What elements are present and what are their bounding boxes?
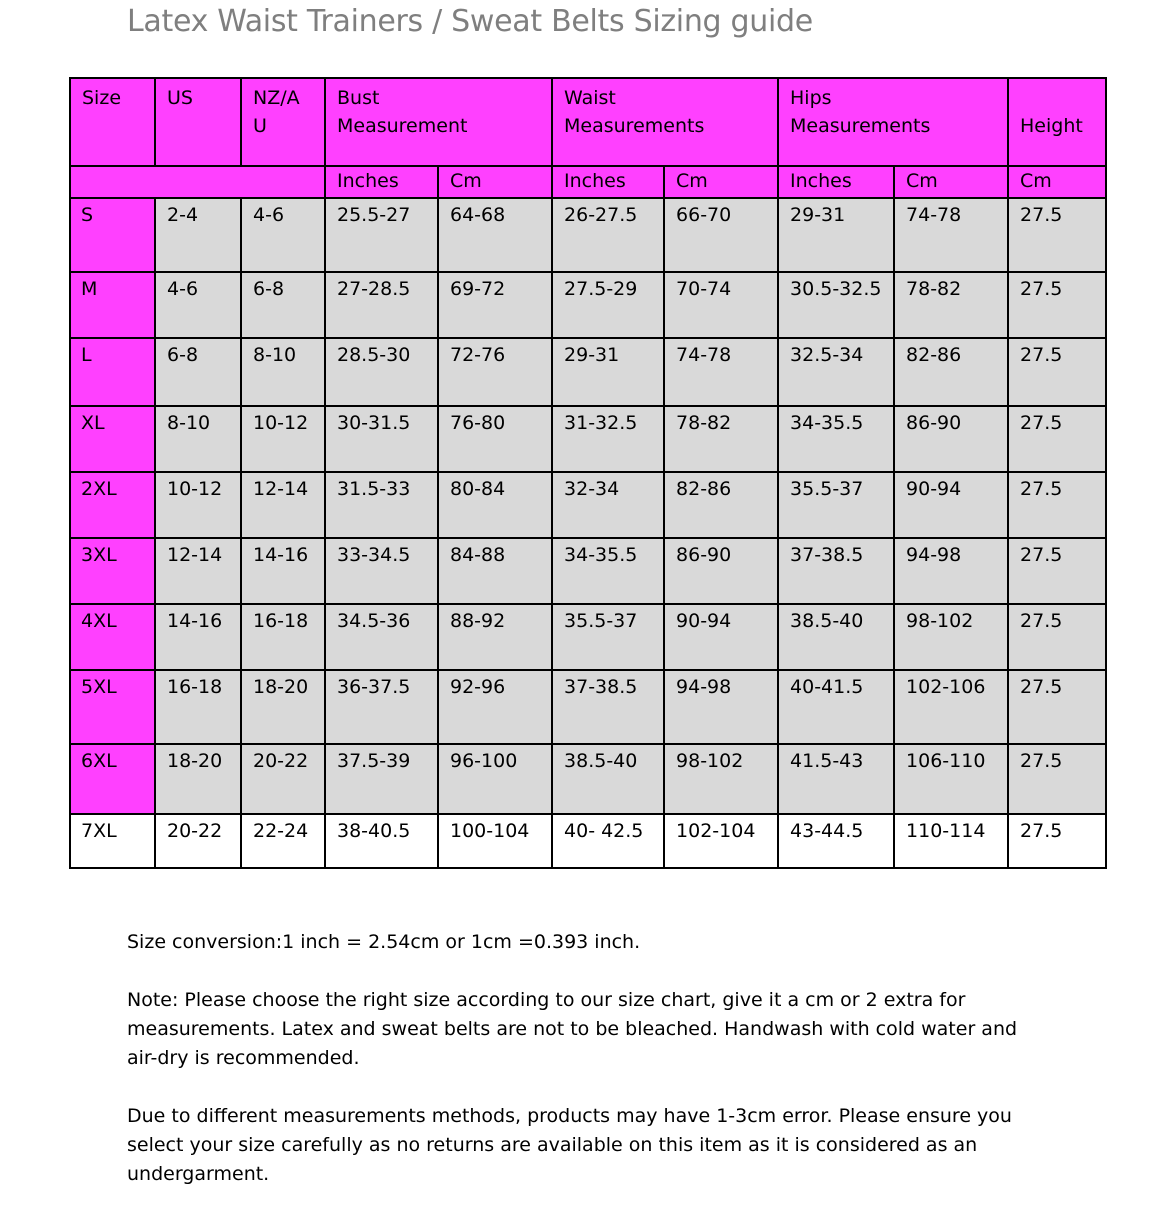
- cell-height: 27.5: [1008, 814, 1106, 868]
- cell-waist-cm: 86-90: [664, 538, 778, 604]
- cell-hips-cm: 74-78: [894, 198, 1008, 272]
- cell-us: 10-12: [155, 472, 241, 538]
- cell-hips-in: 40-41.5: [778, 670, 894, 744]
- cell-bust-cm: 80-84: [438, 472, 552, 538]
- cell-us: 16-18: [155, 670, 241, 744]
- cell-us: 6-8: [155, 338, 241, 406]
- cell-height: 27.5: [1008, 472, 1106, 538]
- cell-waist-cm: 102-104: [664, 814, 778, 868]
- size-cell: S: [70, 198, 155, 272]
- cell-us: 8-10: [155, 406, 241, 472]
- cell-bust-in: 25.5-27: [325, 198, 438, 272]
- cell-hips-cm: 110-114: [894, 814, 1008, 868]
- cell-us: 12-14: [155, 538, 241, 604]
- cell-waist-cm: 70-74: [664, 272, 778, 338]
- header-height: Height: [1008, 78, 1106, 166]
- cell-waist-cm: 74-78: [664, 338, 778, 406]
- error-disclaimer: Due to different measurements methods, products may have 1-3cm error. Please ensure you select your size carefully as no returns are available on this item as it is considered as an undergarment.: [127, 1105, 1012, 1185]
- subheader-bust-cm: Cm: [438, 166, 552, 198]
- cell-waist-in: 40- 42.5: [552, 814, 664, 868]
- cell-nzau: 16-18: [241, 604, 325, 670]
- table-row: [70, 472, 1106, 538]
- cell-hips-in: 30.5-32.5: [778, 272, 894, 338]
- cell-hips-cm: 106-110: [894, 744, 1008, 814]
- notes-section: [127, 928, 1037, 1218]
- cell-waist-in: 27.5-29: [552, 272, 664, 338]
- table-row: [70, 744, 1106, 814]
- size-cell: 6XL: [70, 744, 155, 814]
- cell-waist-cm: 66-70: [664, 198, 778, 272]
- cell-nzau: 18-20: [241, 670, 325, 744]
- cell-nzau: 20-22: [241, 744, 325, 814]
- cell-waist-cm: 98-102: [664, 744, 778, 814]
- cell-us: 20-22: [155, 814, 241, 868]
- cell-bust-in: 30-31.5: [325, 406, 438, 472]
- cell-bust-cm: 100-104: [438, 814, 552, 868]
- cell-waist-in: 34-35.5: [552, 538, 664, 604]
- cell-hips-cm: 102-106: [894, 670, 1008, 744]
- cell-hips-in: 34-35.5: [778, 406, 894, 472]
- cell-hips-in: 38.5-40: [778, 604, 894, 670]
- page-title: Latex Waist Trainers / Sweat Belts Sizing guide: [127, 4, 813, 39]
- subheader-bust-inches: Inches: [325, 166, 438, 198]
- subheader-blank: [70, 166, 325, 198]
- cell-hips-in: 29-31: [778, 198, 894, 272]
- cell-height: 27.5: [1008, 406, 1106, 472]
- size-cell: M: [70, 272, 155, 338]
- subheader-waist-inches: Inches: [552, 166, 664, 198]
- cell-nzau: 12-14: [241, 472, 325, 538]
- size-conversion-note: Size conversion:1 inch = 2.54cm or 1cm =0.393 inch.: [127, 931, 641, 953]
- header-size: Size: [70, 78, 155, 166]
- cell-hips-cm: 86-90: [894, 406, 1008, 472]
- cell-hips-in: 32.5-34: [778, 338, 894, 406]
- table-row: [70, 198, 1106, 272]
- cell-hips-cm: 94-98: [894, 538, 1008, 604]
- cell-nzau: 4-6: [241, 198, 325, 272]
- subheader-height-cm: Cm: [1008, 166, 1106, 198]
- cell-hips-cm: 82-86: [894, 338, 1008, 406]
- cell-waist-in: 35.5-37: [552, 604, 664, 670]
- care-note: Note: Please choose the right size according to our size chart, give it a cm or 2 extra for measurements. Latex and sweat belts are not to be bleached. Handwash with cold water and air-dry is recommended.: [127, 989, 1018, 1069]
- header-us: US: [155, 78, 241, 166]
- cell-bust-in: 27-28.5: [325, 272, 438, 338]
- size-cell: 7XL: [70, 814, 155, 868]
- cell-nzau: 14-16: [241, 538, 325, 604]
- table-header-row: [70, 78, 1106, 166]
- table-row: [70, 272, 1106, 338]
- cell-height: 27.5: [1008, 198, 1106, 272]
- table-row: [70, 538, 1106, 604]
- cell-bust-cm: 69-72: [438, 272, 552, 338]
- cell-bust-in: 34.5-36: [325, 604, 438, 670]
- header-bust: Bust Measurement: [325, 78, 552, 166]
- table-subheader-row: [70, 166, 1106, 198]
- cell-waist-in: 26-27.5: [552, 198, 664, 272]
- cell-hips-in: 43-44.5: [778, 814, 894, 868]
- table-row: [70, 406, 1106, 472]
- cell-bust-in: 37.5-39: [325, 744, 438, 814]
- cell-bust-in: 31.5-33: [325, 472, 438, 538]
- cell-nzau: 10-12: [241, 406, 325, 472]
- cell-waist-in: 32-34: [552, 472, 664, 538]
- cell-bust-cm: 92-96: [438, 670, 552, 744]
- cell-waist-cm: 82-86: [664, 472, 778, 538]
- cell-us: 2-4: [155, 198, 241, 272]
- cell-hips-in: 37-38.5: [778, 538, 894, 604]
- cell-us: 18-20: [155, 744, 241, 814]
- cell-waist-cm: 90-94: [664, 604, 778, 670]
- table-row: [70, 670, 1106, 744]
- cell-bust-cm: 88-92: [438, 604, 552, 670]
- size-cell: 3XL: [70, 538, 155, 604]
- cell-bust-in: 36-37.5: [325, 670, 438, 744]
- table-row: [70, 604, 1106, 670]
- cell-us: 4-6: [155, 272, 241, 338]
- cell-waist-in: 29-31: [552, 338, 664, 406]
- size-cell: XL: [70, 406, 155, 472]
- subheader-hips-cm: Cm: [894, 166, 1008, 198]
- subheader-waist-cm: Cm: [664, 166, 778, 198]
- cell-waist-in: 38.5-40: [552, 744, 664, 814]
- subheader-hips-inches: Inches: [778, 166, 894, 198]
- cell-bust-cm: 72-76: [438, 338, 552, 406]
- cell-waist-cm: 78-82: [664, 406, 778, 472]
- cell-height: 27.5: [1008, 744, 1106, 814]
- cell-bust-cm: 96-100: [438, 744, 552, 814]
- cell-nzau: 22-24: [241, 814, 325, 868]
- cell-hips-in: 35.5-37: [778, 472, 894, 538]
- cell-height: 27.5: [1008, 604, 1106, 670]
- cell-hips-cm: 98-102: [894, 604, 1008, 670]
- cell-hips-cm: 78-82: [894, 272, 1008, 338]
- table-row: [70, 338, 1106, 406]
- cell-height: 27.5: [1008, 538, 1106, 604]
- cell-height: 27.5: [1008, 338, 1106, 406]
- size-cell: 4XL: [70, 604, 155, 670]
- cell-nzau: 8-10: [241, 338, 325, 406]
- cell-hips-in: 41.5-43: [778, 744, 894, 814]
- cell-bust-cm: 76-80: [438, 406, 552, 472]
- size-chart-table: [69, 77, 1107, 869]
- cell-bust-in: 33-34.5: [325, 538, 438, 604]
- cell-height: 27.5: [1008, 670, 1106, 744]
- table-row: [70, 814, 1106, 868]
- cell-height: 27.5: [1008, 272, 1106, 338]
- cell-waist-in: 31-32.5: [552, 406, 664, 472]
- cell-bust-cm: 64-68: [438, 198, 552, 272]
- cell-bust-cm: 84-88: [438, 538, 552, 604]
- header-waist: Waist Measurements: [552, 78, 778, 166]
- size-cell: 2XL: [70, 472, 155, 538]
- cell-waist-in: 37-38.5: [552, 670, 664, 744]
- cell-hips-cm: 90-94: [894, 472, 1008, 538]
- cell-bust-in: 38-40.5: [325, 814, 438, 868]
- cell-waist-cm: 94-98: [664, 670, 778, 744]
- cell-bust-in: 28.5-30: [325, 338, 438, 406]
- header-hips: Hips Measurements: [778, 78, 1008, 166]
- size-cell: L: [70, 338, 155, 406]
- cell-nzau: 6-8: [241, 272, 325, 338]
- cell-us: 14-16: [155, 604, 241, 670]
- header-nzau: NZ/A U: [241, 78, 325, 166]
- size-cell: 5XL: [70, 670, 155, 744]
